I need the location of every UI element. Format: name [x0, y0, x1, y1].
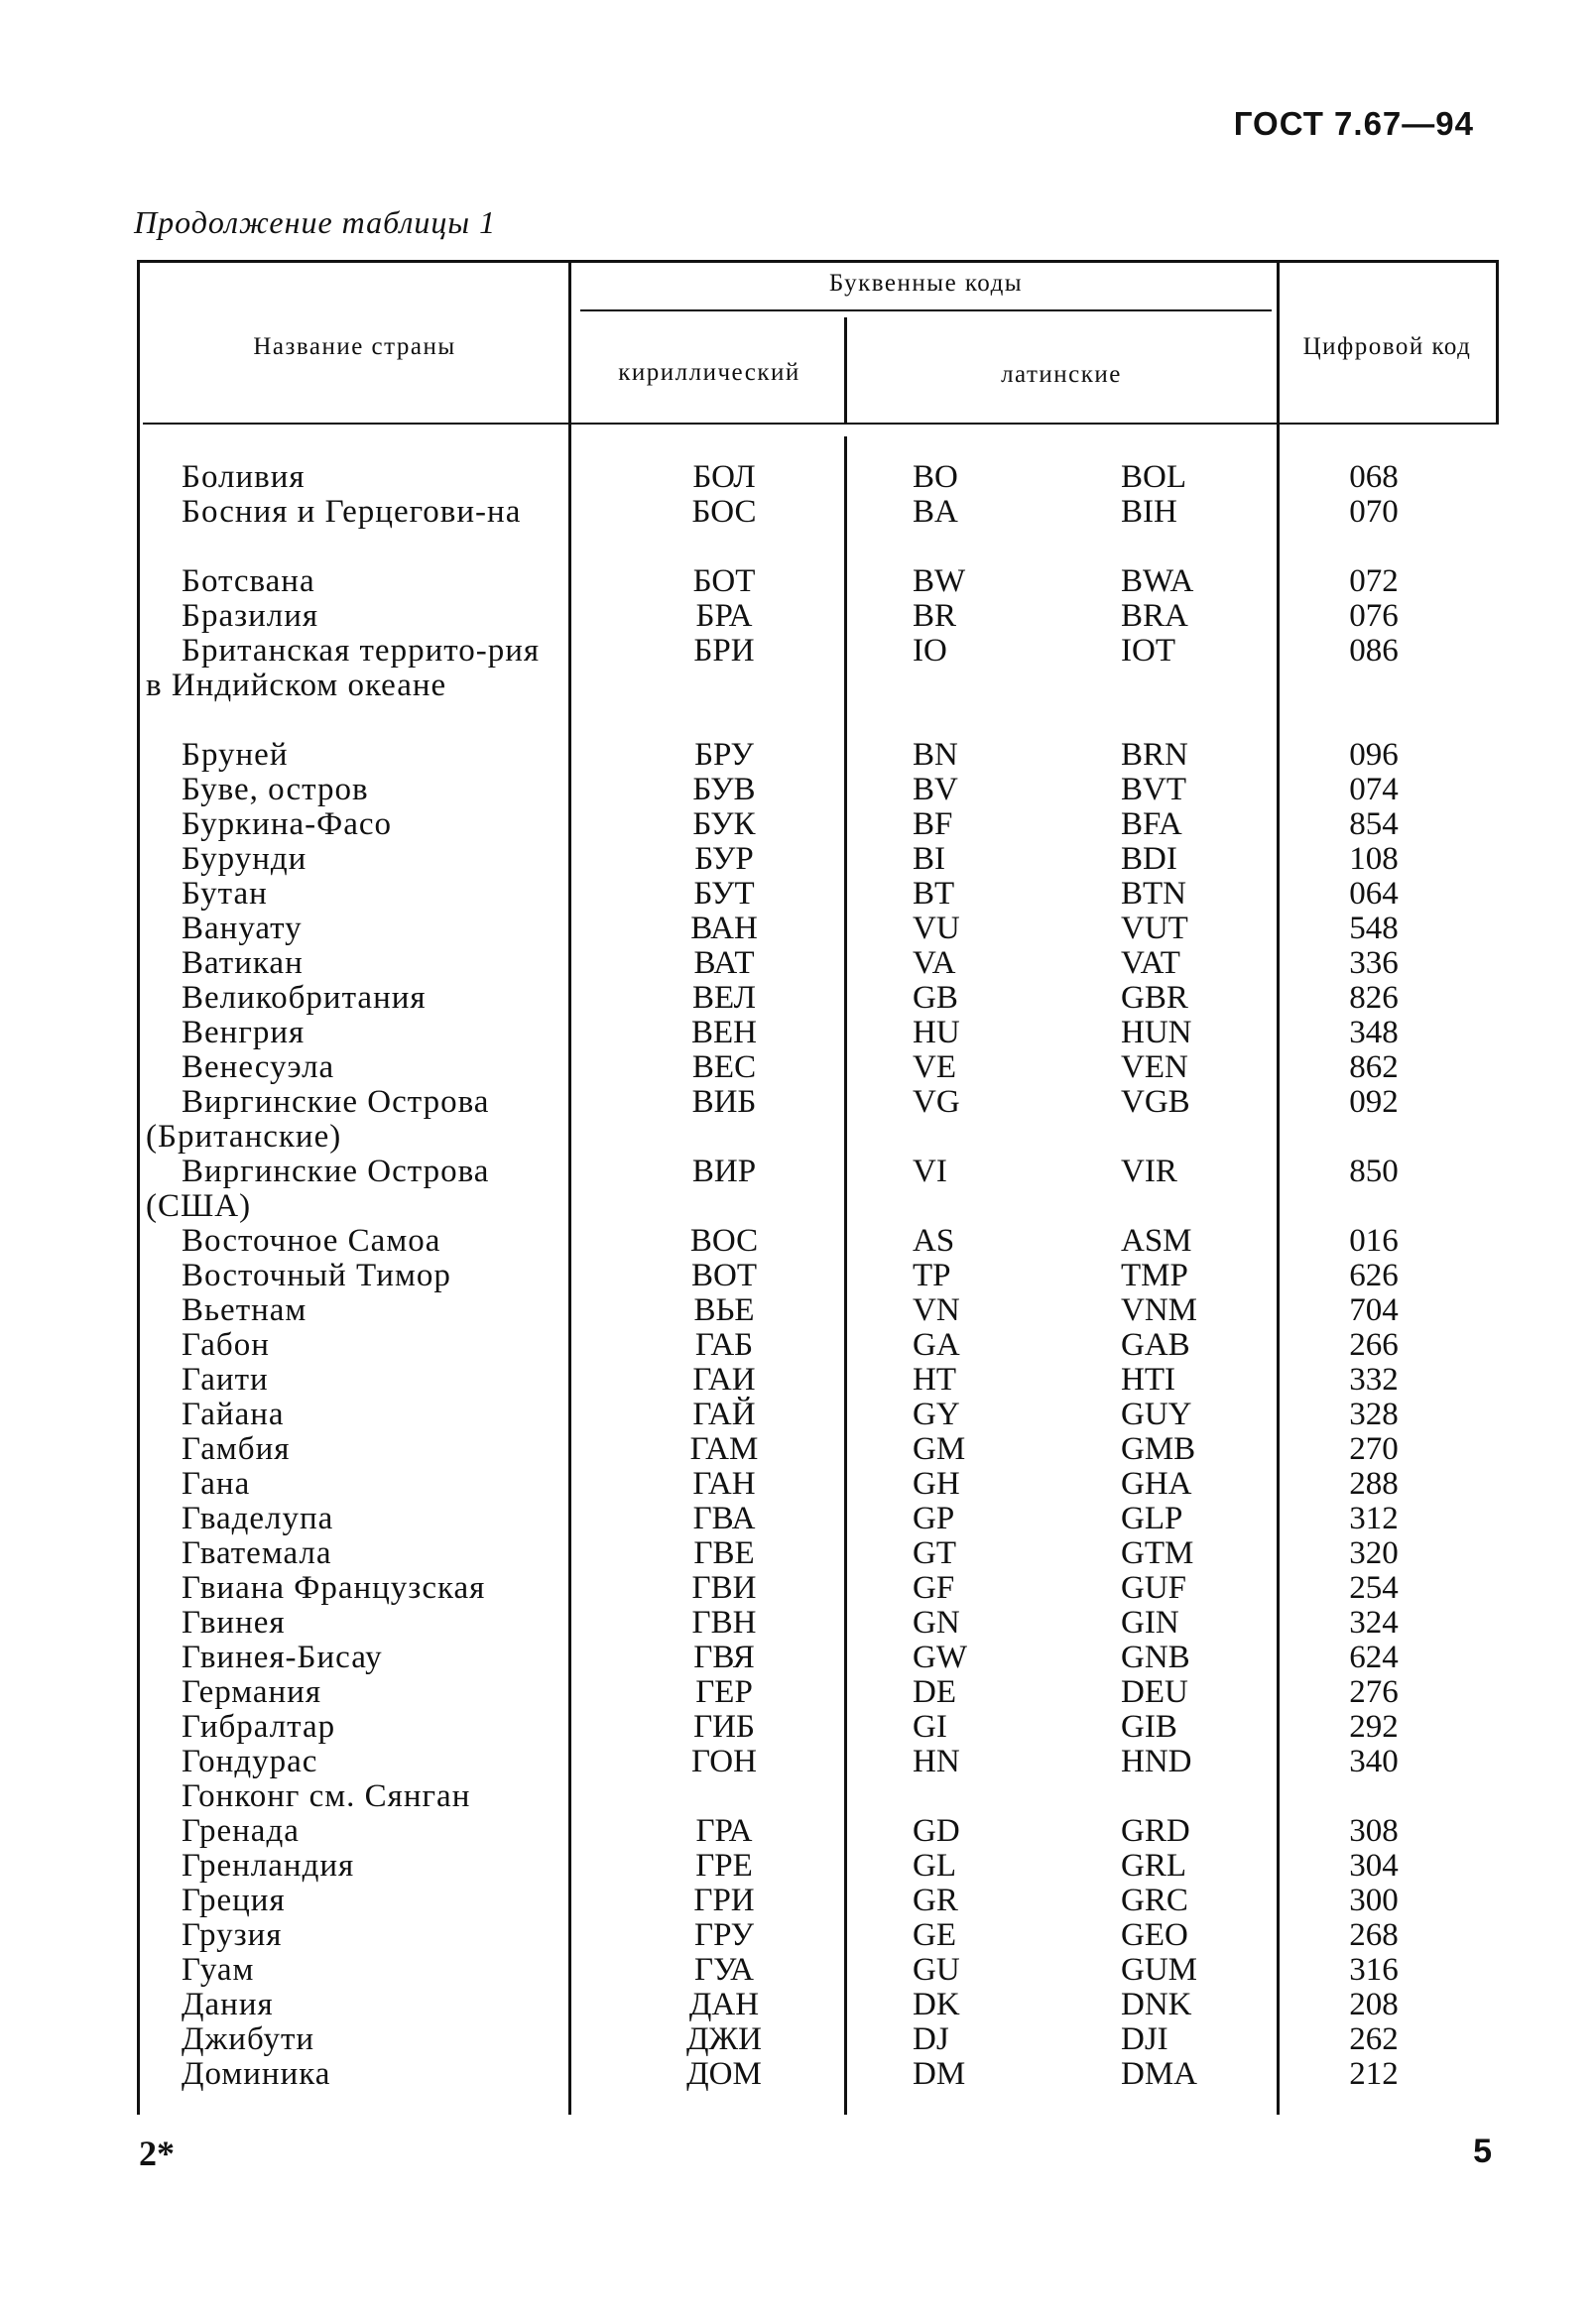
latin-alpha2-cell: TP [913, 1258, 951, 1293]
numeric-code-cell: 304 [1349, 1848, 1399, 1884]
country-name-cell: Восточный Тимор [182, 1258, 451, 1293]
latin-alpha2-cell: DK [913, 1987, 960, 2022]
latin-alpha2-cell: GT [913, 1535, 956, 1571]
latin-alpha2-cell: DJ [913, 2021, 949, 2057]
country-name-cell: Гвинея-Бисау [182, 1640, 383, 1675]
table-row [0, 1779, 1596, 1814]
country-name-cell: Буркина-Фасо [182, 806, 392, 842]
latin-alpha3-cell: GTM [1121, 1535, 1194, 1571]
table-row [0, 1536, 1596, 1571]
latin-alpha2-cell: GL [913, 1848, 956, 1884]
country-name-cell: Гибралтар [182, 1709, 336, 1745]
country-name-cell: Грузия [182, 1917, 283, 1953]
cyrillic-code-cell: ГАИ [692, 1362, 756, 1398]
cyrillic-code-cell: ГВА [692, 1501, 756, 1536]
numeric-code-cell: 266 [1349, 1327, 1399, 1363]
numeric-code-cell: 862 [1349, 1049, 1399, 1085]
country-name-cell: Босния и Герцегови-на [182, 494, 522, 530]
table-row [0, 807, 1596, 842]
table-right-border [1496, 260, 1499, 425]
country-name-cell: Виргинские Острова (Британские) [146, 1084, 490, 1155]
numeric-code-cell: 320 [1349, 1535, 1399, 1571]
numeric-code-cell: 324 [1349, 1605, 1399, 1641]
table-row [0, 1953, 1596, 1988]
cyrillic-code-cell: ДОМ [686, 2056, 762, 2092]
latin-alpha3-cell: VAT [1121, 945, 1180, 981]
latin-alpha3-cell: GIN [1121, 1605, 1179, 1641]
latin-alpha2-cell: BN [913, 737, 958, 773]
numeric-code-cell: 328 [1349, 1397, 1399, 1432]
country-name-cell: Гана [182, 1466, 251, 1502]
numeric-code-cell: 348 [1349, 1015, 1399, 1050]
numeric-code-cell: 016 [1349, 1223, 1399, 1259]
table-row [0, 1641, 1596, 1675]
table-row [0, 495, 1596, 564]
table-row [0, 1085, 1596, 1155]
table-row [0, 1571, 1596, 1606]
latin-alpha2-cell: BA [913, 494, 958, 530]
numeric-code-cell: 064 [1349, 876, 1399, 912]
cyrillic-code-cell: БУВ [692, 772, 756, 807]
cyrillic-code-cell: ГВН [691, 1605, 757, 1641]
country-name-cell: Венесуэла [182, 1049, 335, 1085]
header-bottom-border [143, 423, 1498, 425]
numeric-code-cell: 254 [1349, 1570, 1399, 1606]
latin-alpha3-cell: GUF [1121, 1570, 1187, 1606]
table-row [0, 1224, 1596, 1259]
cyrillic-code-cell: ВАН [690, 911, 758, 946]
column-header-name: Название страны [253, 333, 456, 360]
cyrillic-code-cell: ГИБ [693, 1709, 755, 1745]
latin-alpha2-cell: AS [913, 1223, 955, 1259]
table-row [0, 2022, 1596, 2057]
cyrillic-code-cell: ВОТ [691, 1258, 757, 1293]
cyrillic-code-cell: ГАМ [689, 1431, 759, 1467]
latin-alpha3-cell: GAB [1121, 1327, 1190, 1363]
column-header-cyrillic: кириллический [618, 359, 800, 386]
cyrillic-code-cell: ВЬЕ [693, 1292, 755, 1328]
country-name-cell: Гренада [182, 1813, 300, 1849]
latin-alpha3-cell: VEN [1121, 1049, 1188, 1085]
latin-alpha2-cell: GM [913, 1431, 966, 1467]
cyrillic-code-cell: БУТ [693, 876, 755, 912]
numeric-code-cell: 276 [1349, 1674, 1399, 1710]
latin-alpha3-cell: GRC [1121, 1883, 1188, 1918]
latin-alpha2-cell: GU [913, 1952, 960, 1988]
cyrillic-code-cell: ГВЯ [693, 1640, 755, 1675]
latin-alpha3-cell: BVT [1121, 772, 1186, 807]
country-name-cell: Гуам [182, 1952, 255, 1988]
country-name-cell: Вьетнам [182, 1292, 307, 1328]
table-row [0, 1050, 1596, 1085]
table-row [0, 1432, 1596, 1467]
latin-alpha3-cell: GLP [1121, 1501, 1183, 1536]
country-name-cell: Гамбия [182, 1431, 291, 1467]
numeric-code-cell: 086 [1349, 633, 1399, 669]
latin-alpha2-cell: BT [913, 876, 955, 912]
cyrillic-code-cell: БРИ [693, 633, 755, 669]
column-header-latin: латинские [1001, 361, 1122, 388]
table-row [0, 1016, 1596, 1050]
country-name-cell: Гренландия [182, 1848, 355, 1884]
table-top-border [137, 260, 1498, 263]
country-name-cell: Гвинея [182, 1605, 286, 1641]
cyrillic-code-cell: БОЛ [692, 459, 756, 495]
cyrillic-code-cell: БОС [691, 494, 757, 530]
cyrillic-code-cell: БРУ [694, 737, 754, 773]
standard-designation: ГОСТ 7.67—94 [1233, 105, 1474, 142]
numeric-code-cell: 704 [1349, 1292, 1399, 1328]
country-name-cell: Боливия [182, 459, 306, 495]
latin-alpha3-cell: BFA [1121, 806, 1182, 842]
cyrillic-code-cell: БУР [694, 841, 754, 877]
latin-alpha2-cell: BV [913, 772, 958, 807]
cyrillic-code-cell: ГРУ [694, 1917, 754, 1953]
country-name-cell: Гондурас [182, 1744, 318, 1779]
table-row [0, 738, 1596, 773]
latin-alpha3-cell: GHA [1121, 1466, 1192, 1502]
cyrillic-code-cell: БОТ [692, 563, 756, 599]
latin-alpha3-cell: BDI [1121, 841, 1177, 877]
latin-alpha3-cell: BRN [1121, 737, 1188, 773]
table-row [0, 1988, 1596, 2022]
country-name-cell: Бутан [182, 876, 268, 912]
latin-alpha2-cell: GD [913, 1813, 960, 1849]
table-row [0, 946, 1596, 981]
latin-alpha2-cell: BI [913, 841, 945, 877]
latin-alpha3-cell: VUT [1121, 911, 1188, 946]
table-row [0, 1814, 1596, 1849]
numeric-code-cell: 340 [1349, 1744, 1399, 1779]
country-name-cell: Великобритания [182, 980, 427, 1016]
latin-alpha2-cell: IO [913, 633, 947, 669]
table-row [0, 1918, 1596, 1953]
numeric-code-cell: 096 [1349, 737, 1399, 773]
numeric-code-cell: 332 [1349, 1362, 1399, 1398]
latin-alpha2-cell: GI [913, 1709, 947, 1745]
cyrillic-code-cell: БУК [692, 806, 756, 842]
numeric-code-cell: 108 [1349, 841, 1399, 877]
latin-alpha2-cell: GB [913, 980, 958, 1016]
latin-alpha3-cell: GUY [1121, 1397, 1192, 1432]
table-row [0, 1467, 1596, 1502]
table-row [0, 1675, 1596, 1710]
numeric-code-cell: 068 [1349, 459, 1399, 495]
table-row [0, 1884, 1596, 1918]
latin-alpha3-cell: GRL [1121, 1848, 1186, 1884]
numeric-code-cell: 826 [1349, 980, 1399, 1016]
numeric-code-cell: 092 [1349, 1084, 1399, 1120]
numeric-code-cell: 076 [1349, 598, 1399, 634]
country-name-cell: Гватемала [182, 1535, 332, 1571]
latin-alpha3-cell: ASM [1121, 1223, 1192, 1259]
cyrillic-code-cell: ГРИ [693, 1883, 755, 1918]
latin-alpha3-cell: DJI [1121, 2021, 1168, 2057]
latin-alpha3-cell: GNB [1121, 1640, 1190, 1675]
country-name-cell: Германия [182, 1674, 322, 1710]
latin-alpha3-cell: VIR [1121, 1154, 1177, 1189]
latin-alpha3-cell: GIB [1121, 1709, 1177, 1745]
country-name-cell: Бразилия [182, 598, 319, 634]
cyrillic-code-cell: ВИР [691, 1154, 757, 1189]
numeric-code-cell: 336 [1349, 945, 1399, 981]
cyrillic-code-cell: ГАБ [694, 1327, 754, 1363]
country-name-cell: Гвиана Французская [182, 1570, 486, 1606]
country-name-cell: Гваделупа [182, 1501, 334, 1536]
latin-alpha2-cell: HT [913, 1362, 956, 1398]
country-name-cell: Дания [182, 1987, 274, 2022]
table-row [0, 1606, 1596, 1641]
cyrillic-code-cell: ГВЕ [693, 1535, 755, 1571]
numeric-code-cell: 312 [1349, 1501, 1399, 1536]
cyrillic-code-cell: ВИБ [691, 1084, 757, 1120]
table-row [0, 1502, 1596, 1536]
latin-alpha3-cell: GUM [1121, 1952, 1198, 1988]
cyrillic-code-cell: ВЕЛ [691, 980, 757, 1016]
cyrillic-code-cell: ВЕН [691, 1015, 757, 1050]
table-row [0, 1259, 1596, 1293]
latin-alpha2-cell: GE [913, 1917, 956, 1953]
country-name-cell: Гонконг см. Сянган [182, 1778, 471, 1814]
country-name-cell: Восточное Самоа [182, 1223, 441, 1259]
cyrillic-code-cell: ВАТ [693, 945, 755, 981]
country-name-cell: Греция [182, 1883, 286, 1918]
latin-alpha2-cell: GN [913, 1605, 960, 1641]
latin-alpha3-cell: GRD [1121, 1813, 1190, 1849]
country-name-cell: Гаити [182, 1362, 269, 1398]
country-name-cell: Габон [182, 1327, 270, 1363]
latin-alpha2-cell: GA [913, 1327, 960, 1363]
latin-alpha2-cell: DM [913, 2056, 966, 2092]
latin-alpha3-cell: HUN [1121, 1015, 1192, 1050]
table-row [0, 1293, 1596, 1328]
table-row [0, 773, 1596, 807]
country-name-cell: Бурунди [182, 841, 307, 877]
cyrillic-code-cell: ДЖИ [686, 2021, 762, 2057]
latin-alpha2-cell: DE [913, 1674, 956, 1710]
cyrillic-code-cell: ГВИ [691, 1570, 757, 1606]
latin-alpha3-cell: BTN [1121, 876, 1186, 912]
latin-alpha3-cell: HTI [1121, 1362, 1175, 1398]
latin-alpha2-cell: BF [913, 806, 953, 842]
numeric-code-cell: 268 [1349, 1917, 1399, 1953]
latin-alpha3-cell: BOL [1121, 459, 1186, 495]
column-header-numeric: Цифровой код [1302, 333, 1472, 360]
cyrillic-code-cell: ГАЙ [692, 1397, 756, 1432]
numeric-code-cell: 072 [1349, 563, 1399, 599]
country-name-cell: Ватикан [182, 945, 304, 981]
table-row [0, 1710, 1596, 1745]
column-header-letter-codes: Буквенные коды [828, 270, 1024, 297]
numeric-code-cell: 854 [1349, 806, 1399, 842]
latin-alpha2-cell: VN [913, 1292, 960, 1328]
cyrillic-code-cell: ДАН [688, 1987, 760, 2022]
latin-alpha2-cell: GR [913, 1883, 958, 1918]
table-row [0, 1155, 1596, 1224]
latin-alpha2-cell: GY [913, 1397, 960, 1432]
cyrillic-code-cell: ГОН [691, 1744, 757, 1779]
table-row [0, 460, 1596, 495]
cyrillic-code-cell: БРА [695, 598, 753, 634]
numeric-code-cell: 548 [1349, 911, 1399, 946]
table-row [0, 877, 1596, 912]
numeric-code-cell: 208 [1349, 1987, 1399, 2022]
page-number: 5 [1473, 2133, 1492, 2170]
country-name-cell: Британская террито-рия в Индийском океане [146, 633, 541, 703]
numeric-code-cell: 212 [1349, 2056, 1399, 2092]
table-row [0, 1363, 1596, 1398]
cyrillic-code-cell: ВЕС [691, 1049, 757, 1085]
table-row [0, 981, 1596, 1016]
table-continuation-caption: Продолжение таблицы 1 [134, 204, 497, 240]
table-row [0, 912, 1596, 946]
table-row [0, 1328, 1596, 1363]
numeric-code-cell: 070 [1349, 494, 1399, 530]
numeric-code-cell: 300 [1349, 1883, 1399, 1918]
country-name-cell: Буве, остров [182, 772, 369, 807]
latin-alpha2-cell: BR [913, 598, 957, 634]
latin-alpha3-cell: IOT [1121, 633, 1175, 669]
country-name-cell: Ботсвана [182, 563, 315, 599]
numeric-code-cell: 288 [1349, 1466, 1399, 1502]
numeric-code-cell: 316 [1349, 1952, 1399, 1988]
latin-alpha3-cell: HND [1121, 1744, 1192, 1779]
latin-alpha2-cell: HU [913, 1015, 960, 1050]
latin-alpha2-cell: GP [913, 1501, 955, 1536]
latin-alpha3-cell: DNK [1121, 1987, 1192, 2022]
numeric-code-cell: 624 [1349, 1640, 1399, 1675]
table-row [0, 564, 1596, 599]
table-row [0, 1398, 1596, 1432]
latin-alpha2-cell: VG [913, 1084, 960, 1120]
country-name-cell: Бруней [182, 737, 289, 773]
cyrillic-code-cell: ГАН [692, 1466, 756, 1502]
latin-alpha2-cell: VA [913, 945, 956, 981]
numeric-code-cell: 850 [1349, 1154, 1399, 1189]
country-name-cell: Доминика [182, 2056, 331, 2092]
country-name-cell: Гайана [182, 1397, 285, 1432]
latin-alpha3-cell: TMP [1121, 1258, 1188, 1293]
cyrillic-code-cell: ГУА [694, 1952, 754, 1988]
numeric-code-cell: 262 [1349, 2021, 1399, 2057]
latin-alpha3-cell: DEU [1121, 1674, 1188, 1710]
cyrillic-column-divider [844, 317, 847, 425]
cyrillic-code-cell: ГРА [695, 1813, 753, 1849]
latin-alpha2-cell: GH [913, 1466, 960, 1502]
latin-alpha3-cell: VNM [1121, 1292, 1198, 1328]
latin-alpha2-cell: HN [913, 1744, 960, 1779]
table-body [0, 460, 1596, 2092]
latin-alpha3-cell: GBR [1121, 980, 1188, 1016]
latin-alpha2-cell: GW [913, 1640, 967, 1675]
latin-alpha3-cell: VGB [1121, 1084, 1190, 1120]
latin-alpha2-cell: BO [913, 459, 958, 495]
latin-alpha2-cell: VI [913, 1154, 947, 1189]
latin-alpha3-cell: BRA [1121, 598, 1188, 634]
latin-alpha2-cell: GF [913, 1570, 955, 1606]
country-name-cell: Венгрия [182, 1015, 306, 1050]
numeric-code-cell: 308 [1349, 1813, 1399, 1849]
latin-alpha3-cell: DMA [1121, 2056, 1198, 2092]
numeric-code-cell: 292 [1349, 1709, 1399, 1745]
country-name-cell: Джибути [182, 2021, 315, 2057]
cyrillic-code-cell: ГЕР [695, 1674, 753, 1710]
latin-alpha3-cell: GMB [1121, 1431, 1196, 1467]
table-row [0, 1849, 1596, 1884]
table-row [0, 599, 1596, 634]
latin-alpha3-cell: BIH [1121, 494, 1177, 530]
latin-alpha2-cell: BW [913, 563, 966, 599]
country-name-cell: Вануату [182, 911, 303, 946]
cyrillic-code-cell: ВОС [689, 1223, 759, 1259]
sheet-mark: 2* [139, 2134, 175, 2173]
latin-alpha3-cell: BWA [1121, 563, 1194, 599]
latin-alpha2-cell: VE [913, 1049, 956, 1085]
letter-codes-underline [580, 309, 1272, 311]
table-row [0, 842, 1596, 877]
latin-alpha2-cell: VU [913, 911, 960, 946]
latin-alpha3-cell: GEO [1121, 1917, 1188, 1953]
country-name-cell: Виргинские Острова (США) [146, 1154, 490, 1224]
table-row [0, 1745, 1596, 1779]
numeric-code-cell: 270 [1349, 1431, 1399, 1467]
numeric-code-cell: 626 [1349, 1258, 1399, 1293]
table-row [0, 634, 1596, 738]
cyrillic-code-cell: ГРЕ [695, 1848, 753, 1884]
numeric-code-cell: 074 [1349, 772, 1399, 807]
table-row [0, 2057, 1596, 2092]
